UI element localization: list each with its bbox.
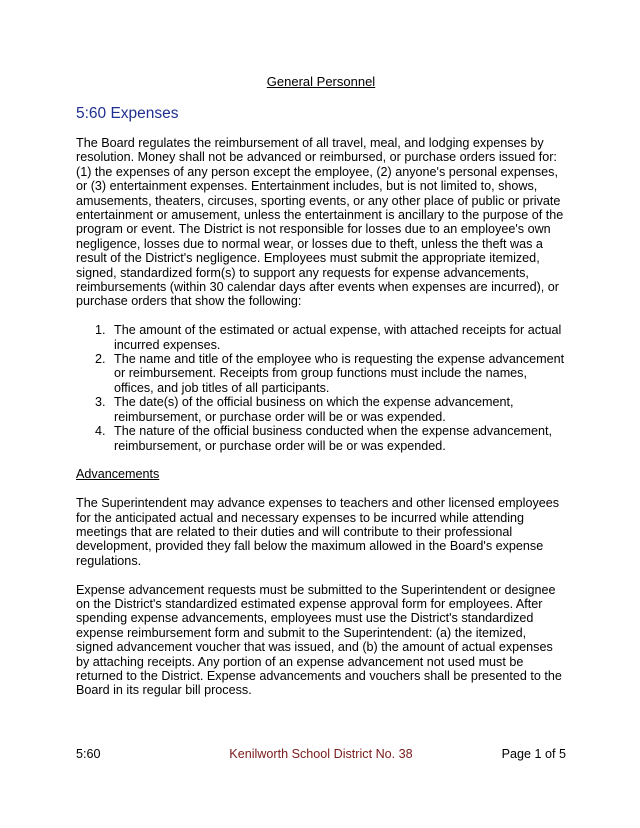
list-item-text: The date(s) of the official business on which the expense advancement, reimbursement, or purchase order will be or was expended. [114,395,514,424]
list-item-text: The amount of the estimated or actual expense, with attached receipts for actual incurred expenses. [114,323,562,352]
advancements-paragraph-2: Expense advancement requests must be submitted to the Superintendent or designee on the District's standardized estimated expense approval form for employees. After spending expense advancements, employees must use the District's standardized expense reimbursement form and submit to the Superintendent: (a) the itemized, signed advancement voucher that was issued, and (b) the amount of actual expenses by attaching receipts. Any portion of an expense advancement not used must be returned to the District. Expense advancements and vouchers shall be presented to the Board in its regular bill process. [76,582,562,698]
section-title: 5:60 Expenses [76,105,179,122]
advancements-heading: Advancements [76,467,160,482]
advancements-paragraph-1: The Superintendent may advance expenses to teachers and other licensed employees for the anticipated actual and necessary expenses to be incurred while attending meetings that are related to their duties and will contribute to their professional development, provided they fall below the maximum allowed in the Board's expense regulations. [76,496,560,568]
page-footer [76,745,566,763]
list-item-text: The name and title of the employee who is requesting the expense advancement or reimbursement. Receipts from group functions must include the names, offices, and job titles of all participants. [114,352,565,395]
footer-policy-code: 5:60 [76,747,101,761]
list-item [76,395,566,424]
footer-district-name: Kenilworth School District No. 38 [229,747,413,761]
list-item [76,352,566,395]
page-header-title: General Personnel [266,74,376,89]
list-item-number: 2. [95,352,106,367]
list-item-number: 4. [95,424,106,439]
requirements-list [76,323,566,453]
list-item [76,323,566,352]
document-body [76,136,566,712]
list-item-number: 3. [95,395,106,410]
intro-paragraph: The Board regulates the reimbursement of all travel, meal, and lodging expenses by resolution. Money shall not be advanced or reimbursed, or purchase orders issued for: (1) the expenses of any person except the employee, (2) anyone's personal expenses, or (3) entertainment expenses. Entertainment includes, but is not limited to, shows, amusements, theaters, circuses, sporting events, or any other place of public or private entertainment or amusement, unless the entertainment is ancillary to the purpose of the program or event. The District is not responsible for losses due to an employee's own negligence, losses due to normal wear, or losses due to theft, unless the theft was a result of the District's negligence. Employees must submit the appropriate itemized, signed, standardized form(s) to support any requests for expense advancements, reimbursements (within 30 calendar days after events when expenses are incurred), or purchase orders that show the following: [76,136,564,309]
list-item-number: 1. [95,323,106,338]
list-item-text: The nature of the official business conducted when the expense advancement, reimbursement, or purchase order will be or was expended. [114,424,553,453]
list-item [76,424,566,453]
footer-page-number: Page 1 of 5 [501,747,566,761]
